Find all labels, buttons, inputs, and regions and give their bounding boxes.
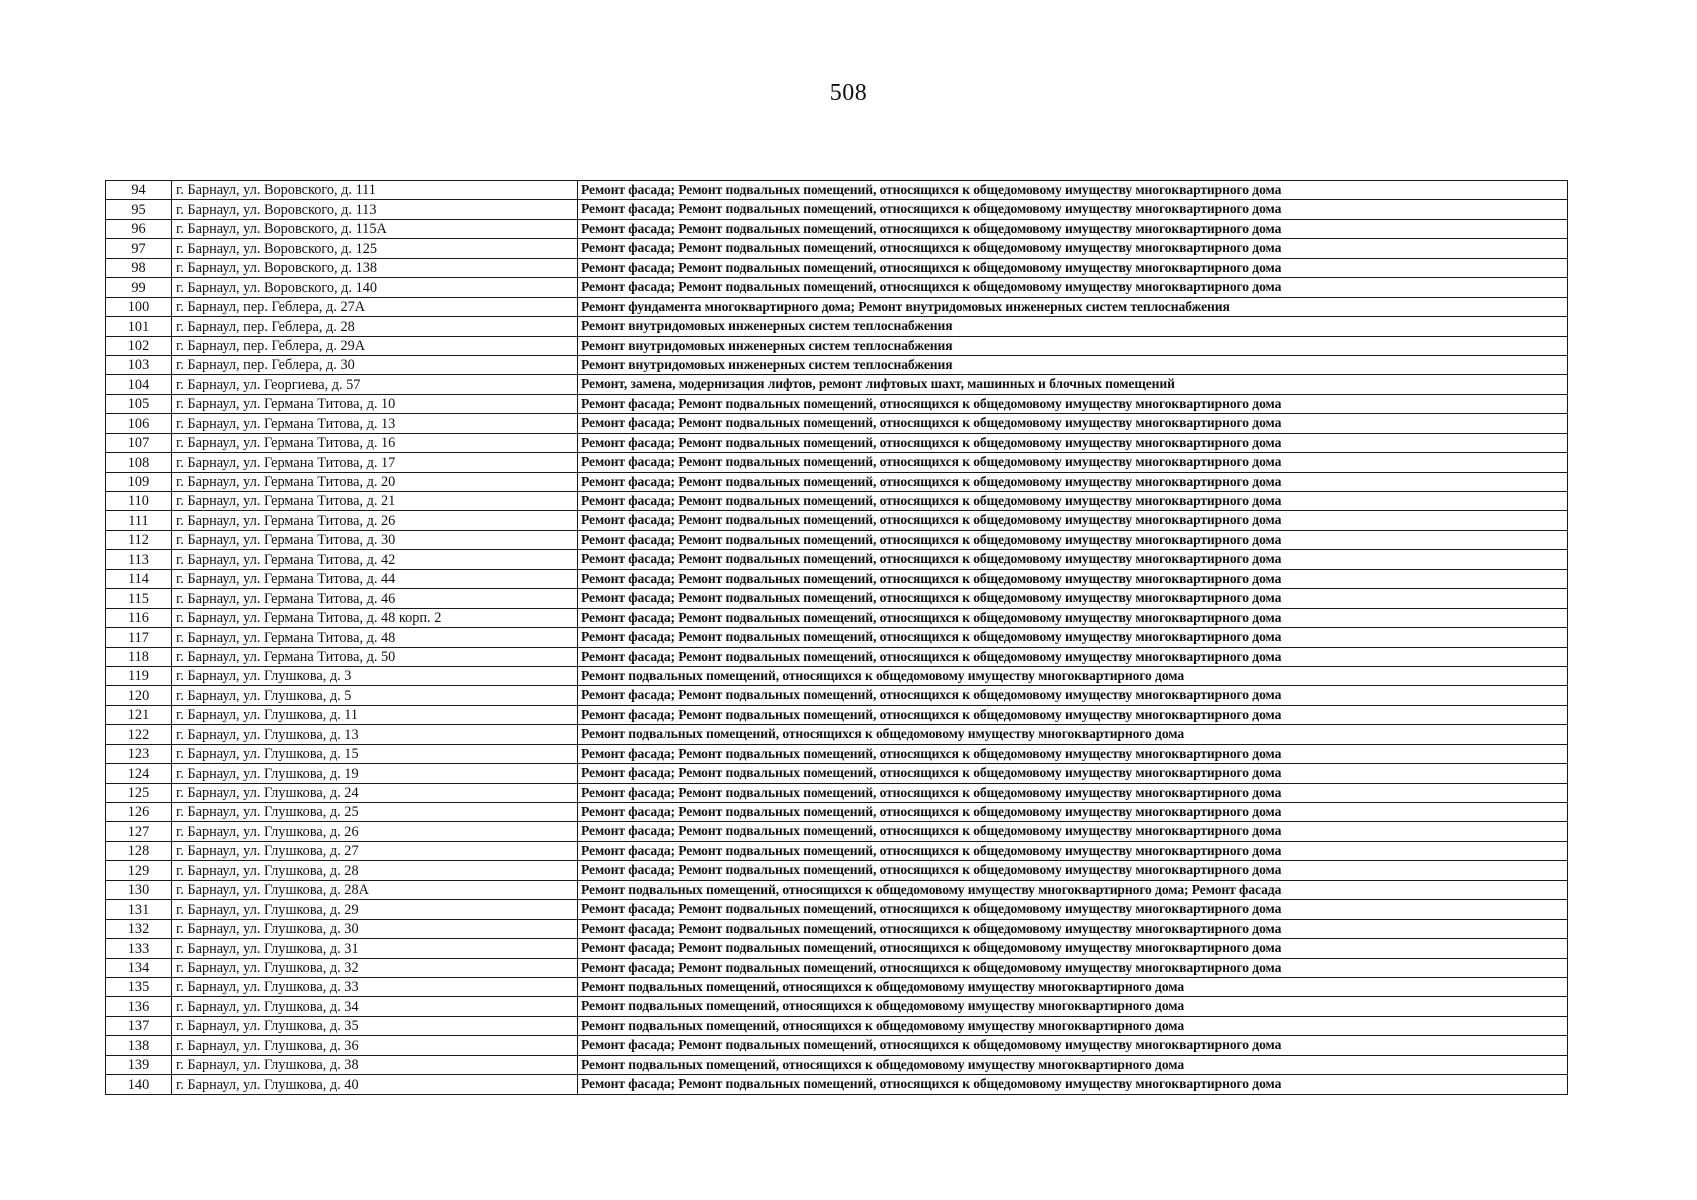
works-cell: Ремонт фасада; Ремонт подвальных помещений, относящихся к общедомовому имуществу многоквартирного дома [578, 258, 1568, 277]
row-number-cell: 116 [106, 608, 172, 627]
row-number-cell: 136 [106, 997, 172, 1016]
row-number-cell: 100 [106, 297, 172, 316]
table-row [106, 1075, 1568, 1094]
row-number-cell: 111 [106, 511, 172, 530]
table-row [106, 336, 1568, 355]
address-cell: г. Барнаул, ул. Глушкова, д. 3 [172, 666, 578, 685]
row-number-cell: 124 [106, 764, 172, 783]
address-cell: г. Барнаул, пер. Геблера, д. 29А [172, 336, 578, 355]
row-number-cell: 129 [106, 861, 172, 880]
address-cell: г. Барнаул, ул. Глушкова, д. 34 [172, 997, 578, 1016]
table-row [106, 492, 1568, 511]
address-cell: г. Барнаул, ул. Германа Титова, д. 48 корп. 2 [172, 608, 578, 627]
works-cell: Ремонт внутридомовых инженерных систем теплоснабжения [578, 336, 1568, 355]
address-cell: г. Барнаул, ул. Германа Титова, д. 44 [172, 569, 578, 588]
address-cell: г. Барнаул, пер. Геблера, д. 27А [172, 297, 578, 316]
row-number-cell: 104 [106, 375, 172, 394]
registry-body [106, 181, 1568, 1095]
table-row [106, 822, 1568, 841]
works-cell: Ремонт фасада; Ремонт подвальных помещений, относящихся к общедомовому имуществу многоквартирного дома [578, 589, 1568, 608]
address-cell: г. Барнаул, ул. Воровского, д. 111 [172, 181, 578, 200]
table-row [106, 608, 1568, 627]
row-number-cell: 140 [106, 1075, 172, 1094]
table-row [106, 219, 1568, 238]
address-cell: г. Барнаул, ул. Глушкова, д. 33 [172, 977, 578, 996]
table-row [106, 628, 1568, 647]
table-row [106, 1036, 1568, 1055]
address-cell: г. Барнаул, ул. Германа Титова, д. 48 [172, 628, 578, 647]
works-cell: Ремонт фасада; Ремонт подвальных помещений, относящихся к общедомовому имуществу многоквартирного дома [578, 686, 1568, 705]
address-cell: г. Барнаул, ул. Глушкова, д. 38 [172, 1055, 578, 1074]
table-row [106, 803, 1568, 822]
table-row [106, 919, 1568, 938]
table-row [106, 453, 1568, 472]
address-cell: г. Барнаул, ул. Германа Титова, д. 20 [172, 472, 578, 491]
row-number-cell: 106 [106, 414, 172, 433]
row-number-cell: 109 [106, 472, 172, 491]
table-row [106, 725, 1568, 744]
row-number-cell: 95 [106, 200, 172, 219]
row-number-cell: 128 [106, 841, 172, 860]
row-number-cell: 94 [106, 181, 172, 200]
row-number-cell: 96 [106, 219, 172, 238]
works-cell: Ремонт внутридомовых инженерных систем теплоснабжения [578, 355, 1568, 374]
table-row [106, 239, 1568, 258]
works-cell: Ремонт фасада; Ремонт подвальных помещений, относящихся к общедомовому имуществу многоквартирного дома [578, 414, 1568, 433]
table-row [106, 589, 1568, 608]
row-number-cell: 103 [106, 355, 172, 374]
works-cell: Ремонт фасада; Ремонт подвальных помещений, относящихся к общедомовому имуществу многоквартирного дома [578, 200, 1568, 219]
works-cell: Ремонт фасада; Ремонт подвальных помещений, относящихся к общедомовому имуществу многоквартирного дома [578, 841, 1568, 860]
address-cell: г. Барнаул, ул. Глушкова, д. 31 [172, 939, 578, 958]
address-cell: г. Барнаул, ул. Германа Титова, д. 26 [172, 511, 578, 530]
works-cell: Ремонт фасада; Ремонт подвальных помещений, относящихся к общедомовому имуществу многоквартирного дома [578, 705, 1568, 724]
table-row [106, 861, 1568, 880]
works-cell: Ремонт фасада; Ремонт подвальных помещений, относящихся к общедомовому имуществу многоквартирного дома [578, 569, 1568, 588]
address-cell: г. Барнаул, ул. Глушкова, д. 36 [172, 1036, 578, 1055]
address-cell: г. Барнаул, ул. Германа Титова, д. 30 [172, 530, 578, 549]
address-cell: г. Барнаул, ул. Георгиева, д. 57 [172, 375, 578, 394]
row-number-cell: 98 [106, 258, 172, 277]
address-cell: г. Барнаул, пер. Геблера, д. 28 [172, 317, 578, 336]
table-row [106, 414, 1568, 433]
table-row [106, 958, 1568, 977]
table-row [106, 258, 1568, 277]
works-cell: Ремонт фасада; Ремонт подвальных помещений, относящихся к общедомовому имуществу многоквартирного дома [578, 803, 1568, 822]
address-cell: г. Барнаул, ул. Германа Титова, д. 10 [172, 394, 578, 413]
row-number-cell: 107 [106, 433, 172, 452]
table-row [106, 666, 1568, 685]
row-number-cell: 110 [106, 492, 172, 511]
table-row [106, 880, 1568, 899]
registry-table [105, 180, 1568, 1095]
table-row [106, 200, 1568, 219]
works-cell: Ремонт подвальных помещений, относящихся к общедомовому имуществу многоквартирного дома [578, 1016, 1568, 1035]
works-cell: Ремонт фасада; Ремонт подвальных помещений, относящихся к общедомовому имуществу многоквартирного дома [578, 181, 1568, 200]
works-cell: Ремонт фасада; Ремонт подвальных помещений, относящихся к общедомовому имуществу многоквартирного дома [578, 628, 1568, 647]
table-row [106, 939, 1568, 958]
table-row [106, 1016, 1568, 1035]
table-row [106, 569, 1568, 588]
works-cell: Ремонт фасада; Ремонт подвальных помещений, относящихся к общедомовому имуществу многоквартирного дома [578, 433, 1568, 452]
row-number-cell: 127 [106, 822, 172, 841]
works-cell: Ремонт фасада; Ремонт подвальных помещений, относящихся к общедомовому имуществу многоквартирного дома [578, 472, 1568, 491]
address-cell: г. Барнаул, ул. Глушкова, д. 11 [172, 705, 578, 724]
address-cell: г. Барнаул, ул. Глушкова, д. 24 [172, 783, 578, 802]
address-cell: г. Барнаул, ул. Глушкова, д. 13 [172, 725, 578, 744]
table-row [106, 764, 1568, 783]
works-cell: Ремонт фасада; Ремонт подвальных помещений, относящихся к общедомовому имуществу многоквартирного дома [578, 511, 1568, 530]
row-number-cell: 134 [106, 958, 172, 977]
works-cell: Ремонт фасада; Ремонт подвальных помещений, относящихся к общедомовому имуществу многоквартирного дома [578, 219, 1568, 238]
address-cell: г. Барнаул, ул. Глушкова, д. 19 [172, 764, 578, 783]
works-cell: Ремонт фасада; Ремонт подвальных помещений, относящихся к общедомовому имуществу многоквартирного дома [578, 647, 1568, 666]
row-number-cell: 102 [106, 336, 172, 355]
address-cell: г. Барнаул, ул. Германа Титова, д. 42 [172, 550, 578, 569]
works-cell: Ремонт фасада; Ремонт подвальных помещений, относящихся к общедомовому имуществу многоквартирного дома [578, 550, 1568, 569]
works-cell: Ремонт подвальных помещений, относящихся к общедомовому имуществу многоквартирного дома; Ремонт фасада [578, 880, 1568, 899]
works-cell: Ремонт фасада; Ремонт подвальных помещений, относящихся к общедомовому имуществу многоквартирного дома [578, 608, 1568, 627]
works-cell: Ремонт фасада; Ремонт подвальных помещений, относящихся к общедомовому имуществу многоквартирного дома [578, 939, 1568, 958]
works-cell: Ремонт фасада; Ремонт подвальных помещений, относящихся к общедомовому имуществу многоквартирного дома [578, 919, 1568, 938]
table-row [106, 1055, 1568, 1074]
address-cell: г. Барнаул, ул. Германа Титова, д. 13 [172, 414, 578, 433]
table-row [106, 394, 1568, 413]
row-number-cell: 108 [106, 453, 172, 472]
works-cell: Ремонт внутридомовых инженерных систем теплоснабжения [578, 317, 1568, 336]
address-cell: г. Барнаул, ул. Воровского, д. 113 [172, 200, 578, 219]
address-cell: г. Барнаул, ул. Глушкова, д. 40 [172, 1075, 578, 1094]
table-row [106, 297, 1568, 316]
address-cell: г. Барнаул, ул. Германа Титова, д. 50 [172, 647, 578, 666]
table-row [106, 472, 1568, 491]
works-cell: Ремонт фасада; Ремонт подвальных помещений, относящихся к общедомовому имуществу многоквартирного дома [578, 1075, 1568, 1094]
works-cell: Ремонт подвальных помещений, относящихся к общедомовому имуществу многоквартирного дома [578, 666, 1568, 685]
row-number-cell: 132 [106, 919, 172, 938]
table-row [106, 686, 1568, 705]
works-cell: Ремонт фасада; Ремонт подвальных помещений, относящихся к общедомовому имуществу многоквартирного дома [578, 744, 1568, 763]
works-cell: Ремонт фасада; Ремонт подвальных помещений, относящихся к общедомовому имуществу многоквартирного дома [578, 900, 1568, 919]
row-number-cell: 118 [106, 647, 172, 666]
row-number-cell: 125 [106, 783, 172, 802]
address-cell: г. Барнаул, ул. Глушкова, д. 28А [172, 880, 578, 899]
works-cell: Ремонт фасада; Ремонт подвальных помещений, относящихся к общедомовому имуществу многоквартирного дома [578, 783, 1568, 802]
row-number-cell: 139 [106, 1055, 172, 1074]
address-cell: г. Барнаул, ул. Воровского, д. 115А [172, 219, 578, 238]
table-row [106, 278, 1568, 297]
table-row [106, 997, 1568, 1016]
row-number-cell: 126 [106, 803, 172, 822]
address-cell: г. Барнаул, ул. Глушкова, д. 35 [172, 1016, 578, 1035]
address-cell: г. Барнаул, ул. Германа Титова, д. 46 [172, 589, 578, 608]
row-number-cell: 99 [106, 278, 172, 297]
address-cell: г. Барнаул, ул. Глушкова, д. 29 [172, 900, 578, 919]
row-number-cell: 119 [106, 666, 172, 685]
address-cell: г. Барнаул, ул. Глушкова, д. 15 [172, 744, 578, 763]
address-cell: г. Барнаул, ул. Глушкова, д. 27 [172, 841, 578, 860]
works-cell: Ремонт фасада; Ремонт подвальных помещений, относящихся к общедомовому имуществу многоквартирного дома [578, 239, 1568, 258]
works-cell: Ремонт фасада; Ремонт подвальных помещений, относящихся к общедомовому имуществу многоквартирного дома [578, 278, 1568, 297]
works-cell: Ремонт подвальных помещений, относящихся к общедомовому имуществу многоквартирного дома [578, 997, 1568, 1016]
row-number-cell: 120 [106, 686, 172, 705]
works-cell: Ремонт фасада; Ремонт подвальных помещений, относящихся к общедомовому имуществу многоквартирного дома [578, 764, 1568, 783]
table-row [106, 841, 1568, 860]
row-number-cell: 121 [106, 705, 172, 724]
address-cell: г. Барнаул, ул. Германа Титова, д. 17 [172, 453, 578, 472]
works-cell: Ремонт фасада; Ремонт подвальных помещений, относящихся к общедомовому имуществу многоквартирного дома [578, 394, 1568, 413]
table-row [106, 317, 1568, 336]
row-number-cell: 97 [106, 239, 172, 258]
works-cell: Ремонт подвальных помещений, относящихся к общедомовому имуществу многоквартирного дома [578, 977, 1568, 996]
table-row [106, 783, 1568, 802]
address-cell: г. Барнаул, ул. Глушкова, д. 25 [172, 803, 578, 822]
row-number-cell: 122 [106, 725, 172, 744]
table-row [106, 647, 1568, 666]
table-row [106, 977, 1568, 996]
row-number-cell: 133 [106, 939, 172, 958]
row-number-cell: 115 [106, 589, 172, 608]
address-cell: г. Барнаул, ул. Германа Титова, д. 21 [172, 492, 578, 511]
works-cell: Ремонт подвальных помещений, относящихся к общедомовому имуществу многоквартирного дома [578, 1055, 1568, 1074]
works-cell: Ремонт фасада; Ремонт подвальных помещений, относящихся к общедомовому имуществу многоквартирного дома [578, 861, 1568, 880]
table-row [106, 375, 1568, 394]
address-cell: г. Барнаул, ул. Глушкова, д. 30 [172, 919, 578, 938]
row-number-cell: 114 [106, 569, 172, 588]
works-cell: Ремонт фасада; Ремонт подвальных помещений, относящихся к общедомовому имуществу многоквартирного дома [578, 453, 1568, 472]
table-row [106, 181, 1568, 200]
works-cell: Ремонт фасада; Ремонт подвальных помещений, относящихся к общедомовому имуществу многоквартирного дома [578, 492, 1568, 511]
works-cell: Ремонт подвальных помещений, относящихся к общедомовому имуществу многоквартирного дома [578, 725, 1568, 744]
row-number-cell: 123 [106, 744, 172, 763]
address-cell: г. Барнаул, ул. Воровского, д. 140 [172, 278, 578, 297]
address-cell: г. Барнаул, ул. Глушкова, д. 32 [172, 958, 578, 977]
row-number-cell: 130 [106, 880, 172, 899]
row-number-cell: 138 [106, 1036, 172, 1055]
works-cell: Ремонт фасада; Ремонт подвальных помещений, относящихся к общедомовому имуществу многоквартирного дома [578, 822, 1568, 841]
row-number-cell: 135 [106, 977, 172, 996]
address-cell: г. Барнаул, ул. Воровского, д. 125 [172, 239, 578, 258]
address-cell: г. Барнаул, ул. Глушкова, д. 28 [172, 861, 578, 880]
table-row [106, 900, 1568, 919]
table-row [106, 550, 1568, 569]
table-row [106, 530, 1568, 549]
row-number-cell: 117 [106, 628, 172, 647]
table-row [106, 744, 1568, 763]
address-cell: г. Барнаул, пер. Геблера, д. 30 [172, 355, 578, 374]
page-number: 508 [829, 80, 868, 106]
table-row [106, 511, 1568, 530]
row-number-cell: 137 [106, 1016, 172, 1035]
works-cell: Ремонт фасада; Ремонт подвальных помещений, относящихся к общедомовому имуществу многоквартирного дома [578, 530, 1568, 549]
row-number-cell: 113 [106, 550, 172, 569]
works-cell: Ремонт фасада; Ремонт подвальных помещений, относящихся к общедомовому имуществу многоквартирного дома [578, 958, 1568, 977]
address-cell: г. Барнаул, ул. Воровского, д. 138 [172, 258, 578, 277]
row-number-cell: 131 [106, 900, 172, 919]
works-cell: Ремонт, замена, модернизация лифтов, ремонт лифтовых шахт, машинных и блочных помещений [578, 375, 1568, 394]
table-row [106, 705, 1568, 724]
table-row [106, 433, 1568, 452]
row-number-cell: 112 [106, 530, 172, 549]
table-row [106, 355, 1568, 374]
address-cell: г. Барнаул, ул. Германа Титова, д. 16 [172, 433, 578, 452]
works-cell: Ремонт фасада; Ремонт подвальных помещений, относящихся к общедомовому имуществу многоквартирного дома [578, 1036, 1568, 1055]
works-cell: Ремонт фундамента многоквартирного дома; Ремонт внутридомовых инженерных систем теплоснабжения [578, 297, 1568, 316]
row-number-cell: 105 [106, 394, 172, 413]
address-cell: г. Барнаул, ул. Глушкова, д. 5 [172, 686, 578, 705]
address-cell: г. Барнаул, ул. Глушкова, д. 26 [172, 822, 578, 841]
row-number-cell: 101 [106, 317, 172, 336]
